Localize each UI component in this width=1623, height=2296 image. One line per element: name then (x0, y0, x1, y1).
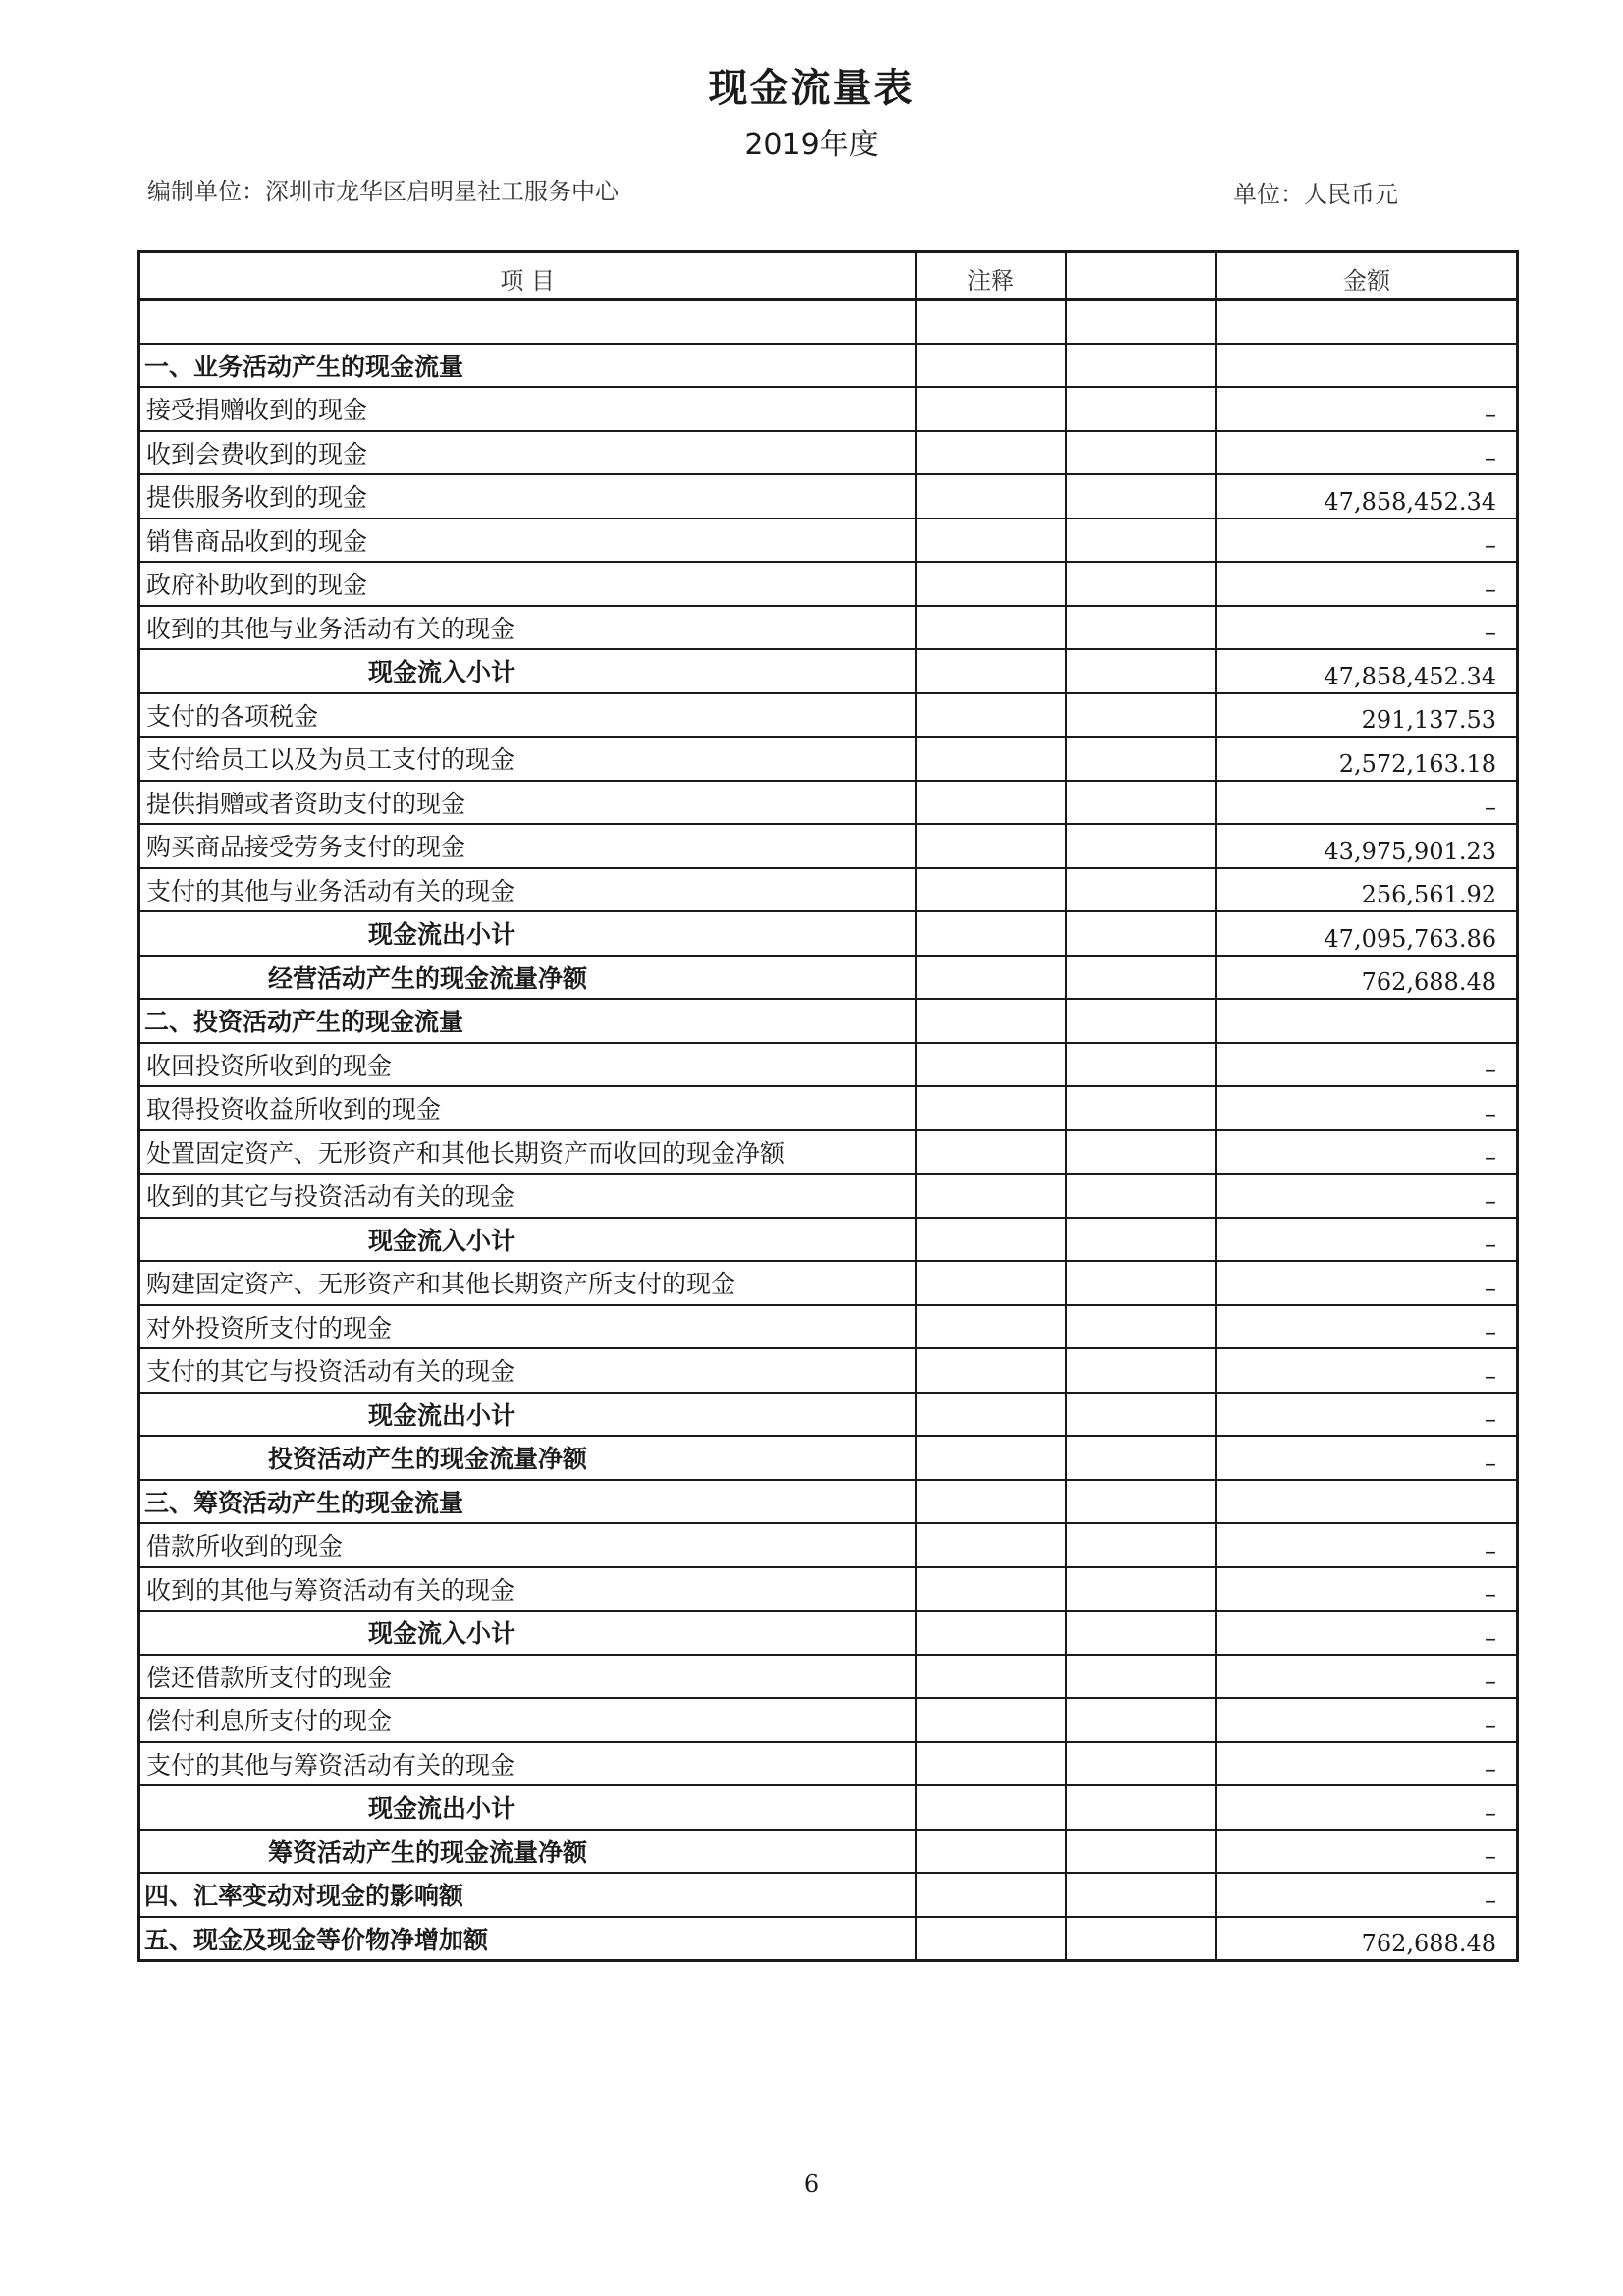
row-note (916, 1785, 1066, 1830)
row-label: 四、汇率变动对现金的影响额 (139, 1873, 916, 1917)
row-note (916, 1218, 1066, 1262)
row-amount: – (1217, 1218, 1518, 1262)
row-label: 购买商品接受劳务支付的现金 (139, 824, 916, 868)
row-blank (1066, 999, 1217, 1043)
row-label: 一、业务活动产生的现金流量 (139, 344, 916, 388)
row-note (916, 649, 1066, 693)
row-blank (1066, 344, 1217, 388)
row-blank (1066, 300, 1217, 344)
row-blank (1066, 1436, 1217, 1480)
table-row (139, 1655, 1518, 1699)
table-row (139, 649, 1518, 693)
row-label: 现金流出小计 (139, 1393, 916, 1437)
row-amount (1217, 1480, 1518, 1524)
row-label: 提供捐赠或者资助支付的现金 (139, 781, 916, 825)
row-amount: – (1217, 1523, 1518, 1567)
row-blank (1066, 911, 1217, 956)
row-blank (1066, 1218, 1217, 1262)
table-row (139, 1698, 1518, 1742)
row-label: 处置固定资产、无形资产和其他长期资产而收回的现金净额 (139, 1130, 916, 1175)
row-label: 现金流出小计 (139, 1785, 916, 1830)
table-row (139, 1742, 1518, 1786)
row-note (916, 431, 1066, 475)
row-label: 现金流入小计 (139, 649, 916, 693)
row-amount: 762,688.48 (1217, 1917, 1518, 1961)
row-blank (1066, 868, 1217, 912)
row-label: 接受捐赠收到的现金 (139, 387, 916, 431)
row-blank (1066, 1393, 1217, 1437)
row-note (916, 999, 1066, 1043)
table-row (139, 344, 1518, 388)
row-amount: 291,137.53 (1217, 693, 1518, 738)
row-note (916, 1305, 1066, 1349)
row-amount: – (1217, 781, 1518, 825)
table-row (139, 1785, 1518, 1830)
row-note (916, 1393, 1066, 1437)
row-note (916, 781, 1066, 825)
report-year: 2019年度 (744, 128, 879, 162)
row-label: 对外投资所支付的现金 (139, 1305, 916, 1349)
row-label: 投资活动产生的现金流量净额 (139, 1436, 916, 1480)
row-amount: – (1217, 1261, 1518, 1305)
row-blank (1066, 562, 1217, 606)
row-note (916, 1480, 1066, 1524)
row-note (916, 956, 1066, 1000)
row-note (916, 1830, 1066, 1874)
row-note (916, 824, 1066, 868)
row-note (916, 693, 1066, 738)
row-note (916, 474, 1066, 519)
table-header-row (139, 252, 1518, 300)
table-row (139, 1261, 1518, 1305)
row-blank (1066, 1567, 1217, 1612)
row-amount: – (1217, 1698, 1518, 1742)
row-label: 支付的各项税金 (139, 693, 916, 738)
row-label: 收到的其它与投资活动有关的现金 (139, 1174, 916, 1218)
row-label: 支付给员工以及为员工支付的现金 (139, 737, 916, 781)
row-amount: – (1217, 1086, 1518, 1130)
table-row (139, 1218, 1518, 1262)
row-label: 五、现金及现金等价物净增加额 (139, 1917, 916, 1961)
table-row (139, 1830, 1518, 1874)
row-amount: – (1217, 1130, 1518, 1175)
row-label: 购建固定资产、无形资产和其他长期资产所支付的现金 (139, 1261, 916, 1305)
row-label: 取得投资收益所收到的现金 (139, 1086, 916, 1130)
row-note (916, 1130, 1066, 1175)
table-row (139, 1043, 1518, 1087)
row-note (916, 1348, 1066, 1393)
table-row (139, 1130, 1518, 1175)
table-row (139, 606, 1518, 650)
row-note (916, 1655, 1066, 1699)
table-row (139, 781, 1518, 825)
row-amount: – (1217, 1873, 1518, 1917)
row-label: 支付的其他与业务活动有关的现金 (139, 868, 916, 912)
row-blank (1066, 737, 1217, 781)
row-label: 收到的其他与业务活动有关的现金 (139, 606, 916, 650)
row-label: 筹资活动产生的现金流量净额 (139, 1830, 916, 1874)
row-label: 二、投资活动产生的现金流量 (139, 999, 916, 1043)
row-label: 支付的其他与筹资活动有关的现金 (139, 1742, 916, 1786)
row-label: 借款所收到的现金 (139, 1523, 916, 1567)
row-blank (1066, 1655, 1217, 1699)
row-label: 提供服务收到的现金 (139, 474, 916, 519)
row-amount: 47,095,763.86 (1217, 911, 1518, 956)
row-amount: – (1217, 1436, 1518, 1480)
row-amount: – (1217, 1785, 1518, 1830)
row-amount: 256,561.92 (1217, 868, 1518, 912)
row-note (916, 519, 1066, 563)
row-amount: 2,572,163.18 (1217, 737, 1518, 781)
row-amount (1217, 300, 1518, 344)
table-row (139, 1611, 1518, 1655)
row-blank (1066, 1785, 1217, 1830)
row-blank (1066, 1348, 1217, 1393)
row-blank (1066, 1611, 1217, 1655)
row-blank (1066, 1523, 1217, 1567)
row-amount: – (1217, 1830, 1518, 1874)
row-amount: – (1217, 1305, 1518, 1349)
row-amount: – (1217, 387, 1518, 431)
row-label: 经营活动产生的现金流量净额 (139, 956, 916, 1000)
row-amount: – (1217, 562, 1518, 606)
row-blank (1066, 387, 1217, 431)
row-blank (1066, 1873, 1217, 1917)
page-number: 6 (803, 2170, 820, 2198)
row-note (916, 344, 1066, 388)
table-row (139, 1174, 1518, 1218)
row-blank (1066, 649, 1217, 693)
row-amount: 43,975,901.23 (1217, 824, 1518, 868)
table-row (139, 1393, 1518, 1437)
row-note (916, 1523, 1066, 1567)
row-amount: 762,688.48 (1217, 956, 1518, 1000)
report-title: 现金流量表 (708, 66, 915, 111)
row-label: 收到会费收到的现金 (139, 431, 916, 475)
currency-unit: 单位：人民币元 (1233, 181, 1398, 208)
row-label: 偿还借款所支付的现金 (139, 1655, 916, 1699)
row-blank (1066, 1742, 1217, 1786)
row-note (916, 1436, 1066, 1480)
header-blank (1066, 252, 1217, 300)
row-amount: – (1217, 431, 1518, 475)
table-row (139, 1480, 1518, 1524)
table-row (139, 300, 1518, 344)
compiling-unit: 编制单位：深圳市龙华区启明星社工服务中心 (147, 178, 619, 205)
row-amount: – (1217, 1174, 1518, 1218)
row-note (916, 562, 1066, 606)
row-amount: – (1217, 1567, 1518, 1612)
row-blank (1066, 781, 1217, 825)
row-note (916, 1261, 1066, 1305)
row-blank (1066, 1917, 1217, 1961)
row-note (916, 1698, 1066, 1742)
row-blank (1066, 824, 1217, 868)
row-blank (1066, 1305, 1217, 1349)
row-amount: 47,858,452.34 (1217, 474, 1518, 519)
row-amount: – (1217, 519, 1518, 563)
row-amount: – (1217, 606, 1518, 650)
row-amount: – (1217, 1393, 1518, 1437)
table-row (139, 1305, 1518, 1349)
table-row (139, 1917, 1518, 1961)
row-blank (1066, 1043, 1217, 1087)
row-amount: 47,858,452.34 (1217, 649, 1518, 693)
row-blank (1066, 431, 1217, 475)
row-label: 现金流入小计 (139, 1218, 916, 1262)
row-blank (1066, 606, 1217, 650)
row-blank (1066, 956, 1217, 1000)
table-row (139, 956, 1518, 1000)
row-note (916, 737, 1066, 781)
row-label (139, 300, 916, 344)
row-blank (1066, 1130, 1217, 1175)
row-blank (1066, 1480, 1217, 1524)
table-row (139, 911, 1518, 956)
table-row (139, 868, 1518, 912)
row-label: 政府补助收到的现金 (139, 562, 916, 606)
table-row (139, 693, 1518, 738)
row-note (916, 1611, 1066, 1655)
row-label: 偿付利息所支付的现金 (139, 1698, 916, 1742)
row-note (916, 1917, 1066, 1961)
table-body (139, 300, 1518, 1961)
row-note (916, 1873, 1066, 1917)
row-amount: – (1217, 1655, 1518, 1699)
table-row (139, 1348, 1518, 1393)
row-label: 现金流入小计 (139, 1611, 916, 1655)
table-row (139, 999, 1518, 1043)
row-blank (1066, 693, 1217, 738)
table-row (139, 737, 1518, 781)
row-label: 支付的其它与投资活动有关的现金 (139, 1348, 916, 1393)
row-blank (1066, 1261, 1217, 1305)
row-label: 收到的其他与筹资活动有关的现金 (139, 1567, 916, 1612)
table-row (139, 824, 1518, 868)
row-amount (1217, 344, 1518, 388)
table-row (139, 1436, 1518, 1480)
row-amount: – (1217, 1348, 1518, 1393)
row-label: 销售商品收到的现金 (139, 519, 916, 563)
row-note (916, 300, 1066, 344)
table-row (139, 387, 1518, 431)
header-note: 注释 (916, 252, 1066, 300)
table-row (139, 1567, 1518, 1612)
row-label: 三、筹资活动产生的现金流量 (139, 1480, 916, 1524)
row-note (916, 606, 1066, 650)
row-blank (1066, 474, 1217, 519)
row-note (916, 387, 1066, 431)
row-note (916, 1086, 1066, 1130)
cash-flow-table (137, 250, 1519, 1962)
row-blank (1066, 1830, 1217, 1874)
table-row (139, 431, 1518, 475)
row-amount: – (1217, 1611, 1518, 1655)
table-row (139, 1873, 1518, 1917)
row-note (916, 1174, 1066, 1218)
row-blank (1066, 1698, 1217, 1742)
row-note (916, 1567, 1066, 1612)
row-blank (1066, 1086, 1217, 1130)
table-row (139, 562, 1518, 606)
row-note (916, 911, 1066, 956)
row-amount (1217, 999, 1518, 1043)
row-label: 收回投资所收到的现金 (139, 1043, 916, 1087)
table-row (139, 474, 1518, 519)
row-blank (1066, 519, 1217, 563)
table-row (139, 1523, 1518, 1567)
row-amount: – (1217, 1043, 1518, 1087)
row-amount: – (1217, 1742, 1518, 1786)
header-item: 项 目 (139, 252, 916, 300)
table-row (139, 519, 1518, 563)
table-row (139, 1086, 1518, 1130)
row-label: 现金流出小计 (139, 911, 916, 956)
row-note (916, 1043, 1066, 1087)
row-note (916, 1742, 1066, 1786)
row-note (916, 868, 1066, 912)
header-amount: 金额 (1217, 252, 1518, 300)
row-blank (1066, 1174, 1217, 1218)
